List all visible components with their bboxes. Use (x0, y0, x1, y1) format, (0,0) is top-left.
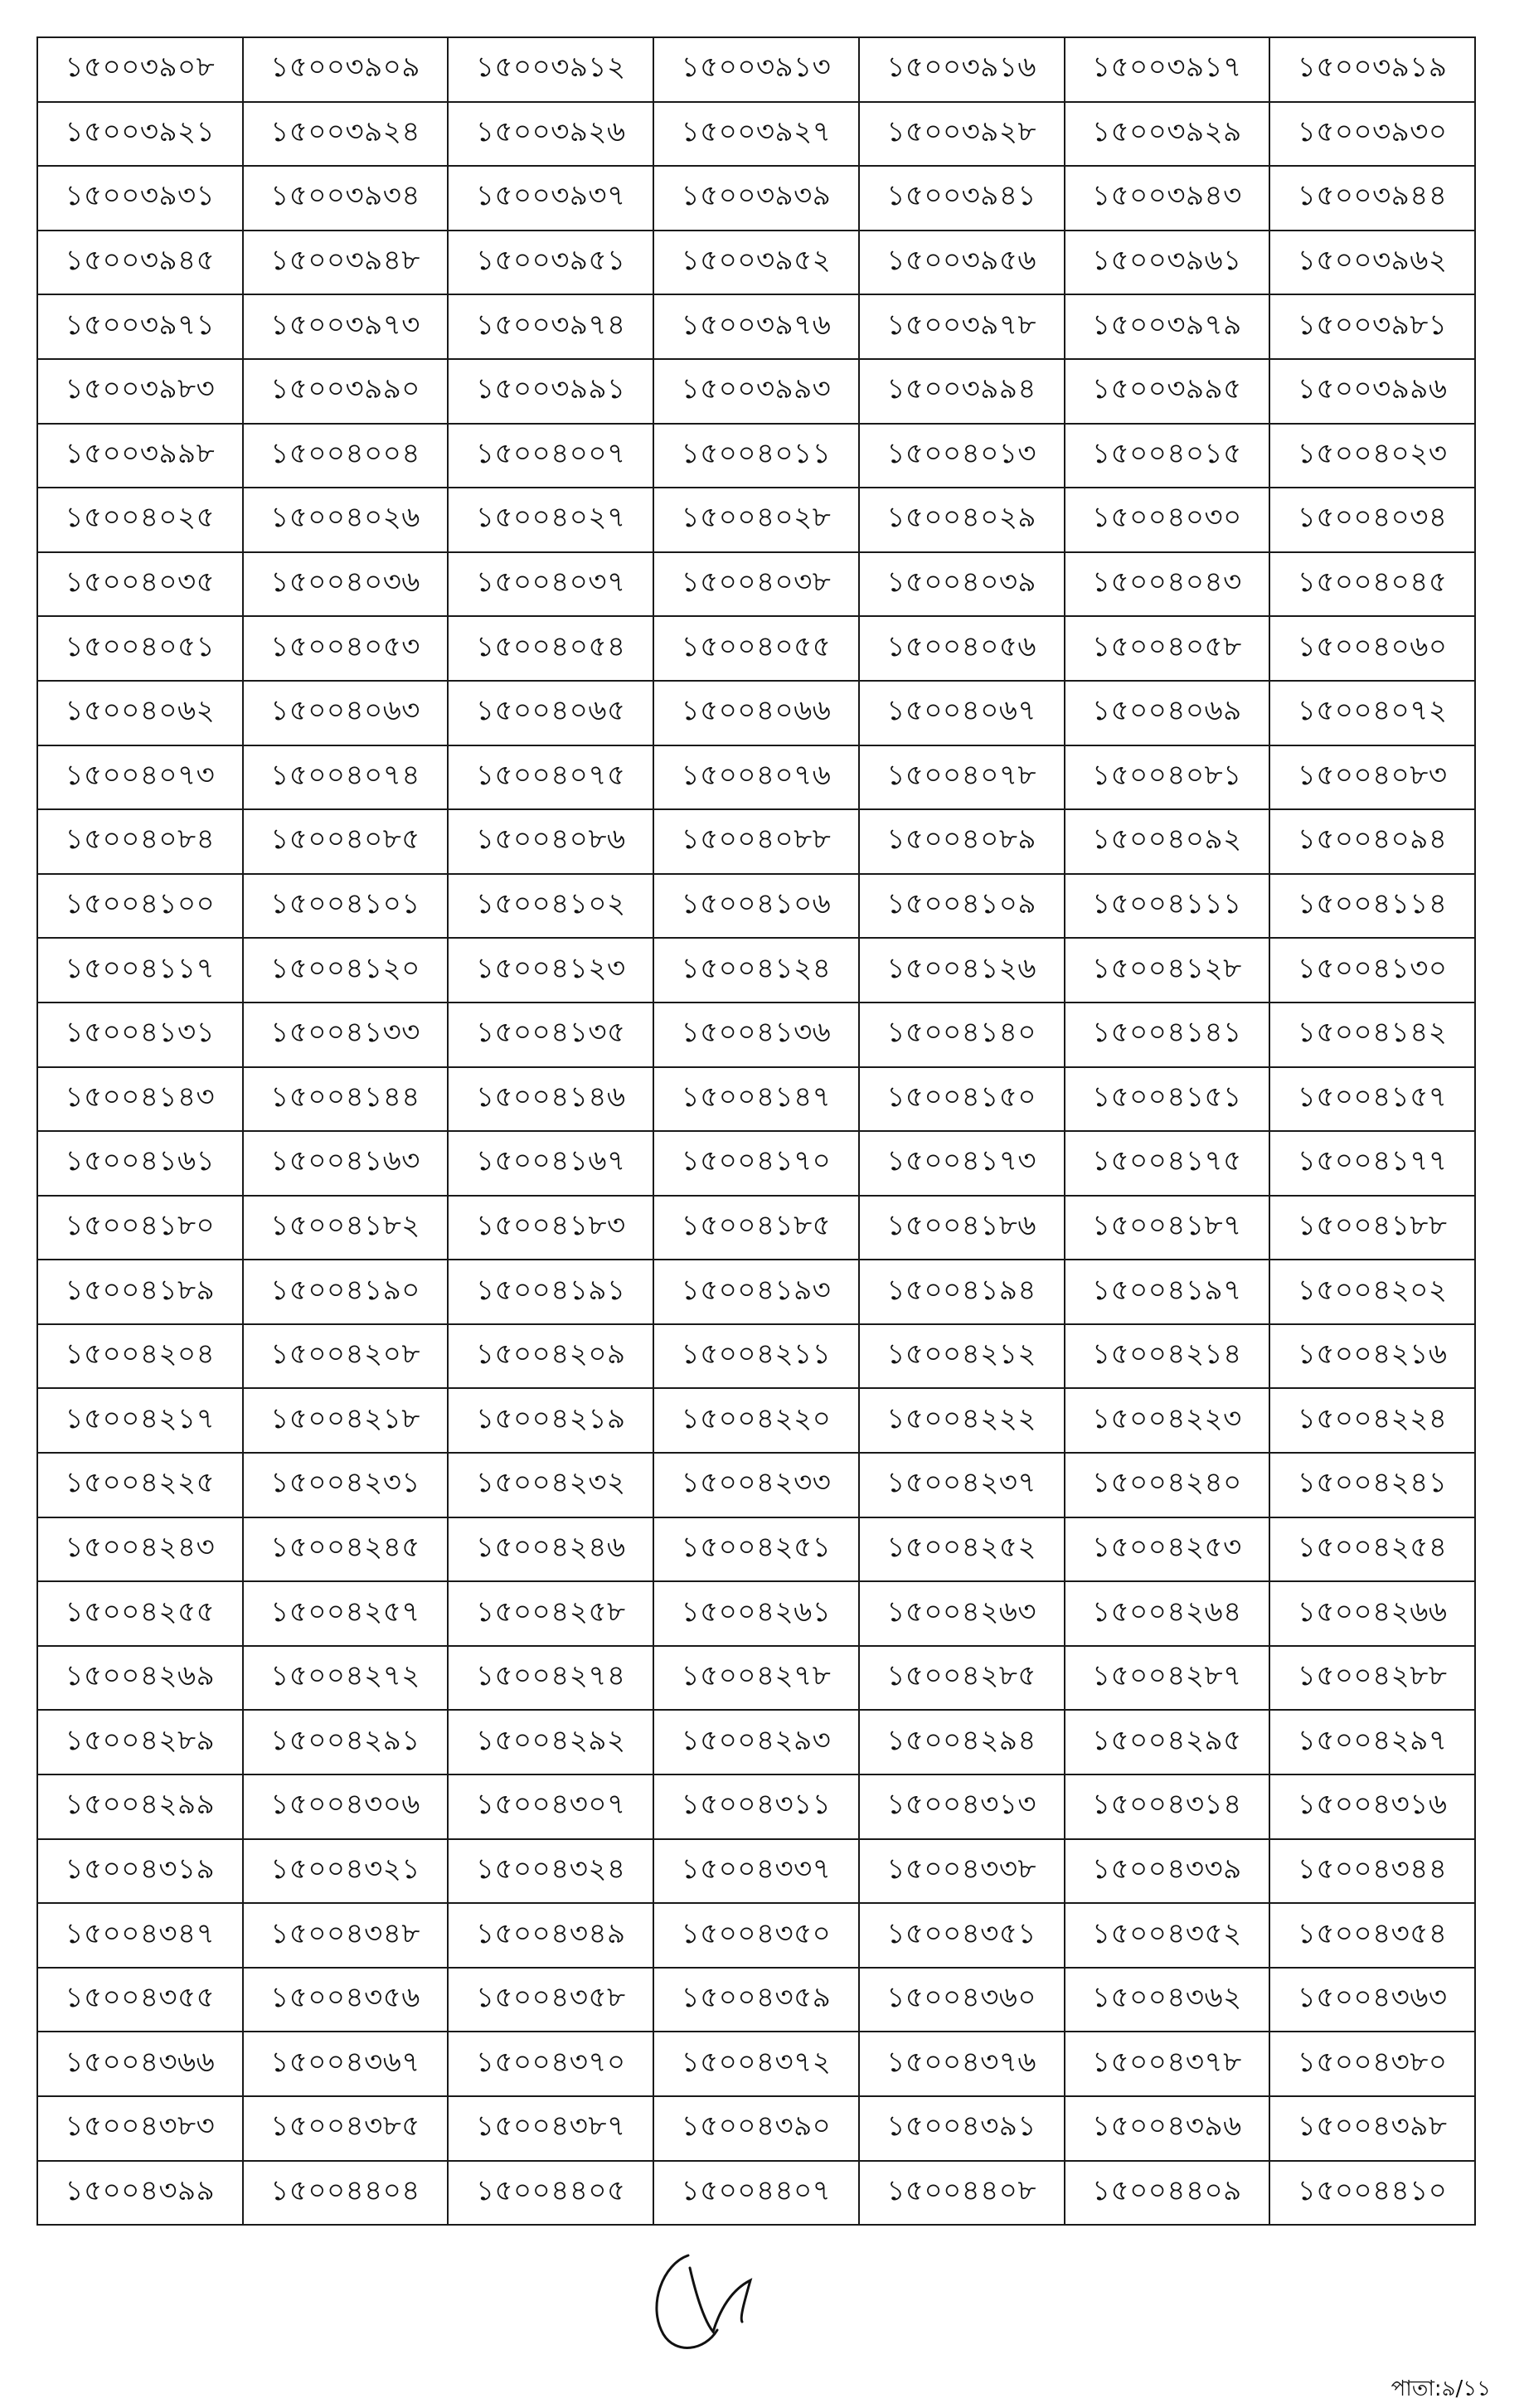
roll-number-cell: ১৫০০৪৩৫০ (653, 1903, 859, 1968)
roll-number-cell: ১৫০০৪১২৪ (653, 938, 859, 1003)
roll-number-cell: ১৫০০৪১২৮ (1065, 938, 1270, 1003)
table-row (37, 1003, 1475, 1067)
roll-number-cell: ১৫০০৩৯৬২ (1269, 231, 1475, 295)
roll-number-cell: ১৫০০৪৩৩৭ (653, 1839, 859, 1904)
roll-number-cell: ১৫০০৪৩৬২ (1065, 1968, 1270, 2032)
roll-number-cell: ১৫০০৩৯৯০ (243, 359, 449, 424)
table-row (37, 1324, 1475, 1389)
roll-number-cell: ১৫০০৪১৪৪ (243, 1067, 449, 1132)
roll-number-cell: ১৫০০৪৩১১ (653, 1774, 859, 1839)
roll-number-cell: ১৫০০৩৯১৭ (1065, 37, 1270, 102)
roll-number-cell: ১৫০০৪৩৯০ (653, 2096, 859, 2161)
roll-number-cell: ১৫০০৪০৭৪ (243, 745, 449, 810)
roll-number-cell: ১৫০০৪৩৫৯ (653, 1968, 859, 2032)
roll-number-cell: ১৫০০৪০৪৩ (1065, 552, 1270, 617)
roll-number-cell: ১৫০০৪২২৩ (1065, 1388, 1270, 1453)
roll-number-cell: ১৫০০৪২৭৪ (448, 1646, 653, 1711)
roll-number-cell: ১৫০০৪২৯৭ (1269, 1710, 1475, 1774)
roll-number-cell: ১৫০০৪৩৬৩ (1269, 1968, 1475, 2032)
roll-number-cell: ১৫০০৪২০৮ (243, 1324, 449, 1389)
roll-number-cell: ১৫০০৪৩৯৬ (1065, 2096, 1270, 2161)
roll-number-cell: ১৫০০৪১২৬ (859, 938, 1065, 1003)
roll-number-cell: ১৫০০৪০২৬ (243, 488, 449, 552)
roll-number-cell: ১৫০০৩৯৯৪ (859, 359, 1065, 424)
roll-number-cell: ১৫০০৩৯৭৪ (448, 294, 653, 359)
roll-number-table (36, 36, 1476, 2226)
roll-number-cell: ১৫০০৪২৬৩ (859, 1581, 1065, 1646)
roll-number-cell: ১৫০০৪৩৮০ (1269, 2032, 1475, 2096)
roll-number-cell: ১৫০০৩৯৮১ (1269, 294, 1475, 359)
table-row (37, 616, 1475, 681)
roll-number-cell: ১৫০০৪৩১৯ (37, 1839, 243, 1904)
roll-number-cell: ১৫০০৪০৬৩ (243, 681, 449, 745)
roll-number-cell: ১৫০০৪০৬০ (1269, 616, 1475, 681)
roll-number-cell: ১৫০০৪০৩৪ (1269, 488, 1475, 552)
table-row (37, 938, 1475, 1003)
roll-number-cell: ১৫০০৪২১১ (653, 1324, 859, 1389)
roll-number-cell: ১৫০০৪২৯৪ (859, 1710, 1065, 1774)
signature-mark (638, 2239, 779, 2363)
roll-number-cell: ১৫০০৪০২৩ (1269, 424, 1475, 488)
roll-number-cell: ১৫০০৩৯২৮ (859, 102, 1065, 167)
roll-number-cell: ১৫০০৪২৮৫ (859, 1646, 1065, 1711)
roll-number-cell: ১৫০০৪২৫৩ (1065, 1517, 1270, 1582)
table-row (37, 424, 1475, 488)
roll-number-cell: ১৫০০৪১৪১ (1065, 1003, 1270, 1067)
roll-number-cell: ১৫০০৪৩৬৭ (243, 2032, 449, 2096)
roll-number-cell: ১৫০০৪০১৫ (1065, 424, 1270, 488)
roll-number-cell: ১৫০০৪০৪৫ (1269, 552, 1475, 617)
table-row (37, 488, 1475, 552)
roll-number-cell: ১৫০০৪২১৬ (1269, 1324, 1475, 1389)
roll-number-cell: ১৫০০৪২৯৯ (37, 1774, 243, 1839)
roll-number-cell: ১৫০০৪১৮৩ (448, 1196, 653, 1260)
roll-number-cell: ১৫০০৪১৪৬ (448, 1067, 653, 1132)
roll-number-cell: ১৫০০৪২১৭ (37, 1388, 243, 1453)
roll-number-cell: ১৫০০৪২৮৮ (1269, 1646, 1475, 1711)
roll-number-cell: ১৫০০৪২৬১ (653, 1581, 859, 1646)
roll-number-cell: ১৫০০৪৩০৬ (243, 1774, 449, 1839)
roll-number-cell: ১৫০০৩৯৬১ (1065, 231, 1270, 295)
roll-number-cell: ১৫০০৪০৫৫ (653, 616, 859, 681)
roll-number-cell: ১৫০০৪১৭৫ (1065, 1131, 1270, 1196)
roll-number-cell: ১৫০০৪৪০৯ (1065, 2161, 1270, 2226)
roll-number-cell: ১৫০০৩৯৯১ (448, 359, 653, 424)
roll-number-cell: ১৫০০৩৯০৯ (243, 37, 449, 102)
roll-number-cell: ১৫০০৪২৪৬ (448, 1517, 653, 1582)
roll-number-cell: ১৫০০৩৯১৯ (1269, 37, 1475, 102)
roll-number-cell: ১৫০০৩৯১৬ (859, 37, 1065, 102)
roll-number-cell: ১৫০০৪২৯৩ (653, 1710, 859, 1774)
roll-number-cell: ১৫০০৪১৯৪ (859, 1260, 1065, 1324)
roll-number-cell: ১৫০০৩৯২১ (37, 102, 243, 167)
roll-number-cell: ১৫০০৪২৪১ (1269, 1453, 1475, 1517)
roll-number-cell: ১৫০০৪২৪০ (1065, 1453, 1270, 1517)
table-row (37, 552, 1475, 617)
roll-number-cell: ১৫০০৪১৬১ (37, 1131, 243, 1196)
table-row (37, 1903, 1475, 1968)
roll-number-cell: ১৫০০৪১০৯ (859, 874, 1065, 939)
roll-number-cell: ১৫০০৩৯৪৩ (1065, 166, 1270, 231)
roll-number-cell: ১৫০০৪১৩০ (1269, 938, 1475, 1003)
roll-number-cell: ১৫০০৩৯৭৩ (243, 294, 449, 359)
roll-number-cell: ১৫০০৪১৬৩ (243, 1131, 449, 1196)
roll-number-cell: ১৫০০৪০২৯ (859, 488, 1065, 552)
roll-number-cell: ১৫০০৪০৬৬ (653, 681, 859, 745)
table-row (37, 745, 1475, 810)
table-row (37, 166, 1475, 231)
roll-number-cell: ১৫০০৪৩৮৩ (37, 2096, 243, 2161)
roll-number-cell: ১৫০০৩৯৮৩ (37, 359, 243, 424)
roll-number-cell: ১৫০০৩৯১২ (448, 37, 653, 102)
roll-number-cell: ১৫০০৪১৪৭ (653, 1067, 859, 1132)
table-row (37, 1581, 1475, 1646)
table-row (37, 1646, 1475, 1711)
roll-number-cell: ১৫০০৪০৩৫ (37, 552, 243, 617)
roll-number-cell: ১৫০০৩৯৪১ (859, 166, 1065, 231)
roll-number-cell: ১৫০০৪১৯৩ (653, 1260, 859, 1324)
table-row (37, 1968, 1475, 2032)
roll-number-cell: ১৫০০৩৯৫৬ (859, 231, 1065, 295)
roll-number-cell: ১৫০০৪২৫৮ (448, 1581, 653, 1646)
roll-number-cell: ১৫০০৪১২০ (243, 938, 449, 1003)
roll-number-cell: ১৫০০৩৯৭৯ (1065, 294, 1270, 359)
table-row (37, 1774, 1475, 1839)
roll-number-cell: ১৫০০৪১৭৩ (859, 1131, 1065, 1196)
roll-number-cell: ১৫০০৪১৭০ (653, 1131, 859, 1196)
roll-number-cell: ১৫০০৩৯১৩ (653, 37, 859, 102)
roll-number-cell: ১৫০০৪১০০ (37, 874, 243, 939)
table-row (37, 809, 1475, 874)
roll-number-cell: ১৫০০৪০৭৮ (859, 745, 1065, 810)
roll-number-cell: ১৫০০৪০৬৫ (448, 681, 653, 745)
roll-number-cell: ১৫০০৪১৮৯ (37, 1260, 243, 1324)
table-row (37, 1067, 1475, 1132)
roll-number-cell: ১৫০০৪৩৫৪ (1269, 1903, 1475, 1968)
roll-number-cell: ১৫০০৪৩১৬ (1269, 1774, 1475, 1839)
roll-number-cell: ১৫০০৪১৮৭ (1065, 1196, 1270, 1260)
roll-number-cell: ১৫০০৪৩৯১ (859, 2096, 1065, 2161)
roll-number-cell: ১৫০০৪২১২ (859, 1324, 1065, 1389)
roll-number-cell: ১৫০০৪০৬৯ (1065, 681, 1270, 745)
roll-number-cell: ১৫০০৪০৯২ (1065, 809, 1270, 874)
table-row (37, 1131, 1475, 1196)
roll-number-cell: ১৫০০৪০১৩ (859, 424, 1065, 488)
roll-number-cell: ১৫০০৪০৩৯ (859, 552, 1065, 617)
table-row (37, 1388, 1475, 1453)
table-row (37, 231, 1475, 295)
roll-number-cell: ১৫০০৩৯৪৫ (37, 231, 243, 295)
roll-number-cell: ১৫০০৪০৮১ (1065, 745, 1270, 810)
roll-number-cell: ১৫০০৪০৫৩ (243, 616, 449, 681)
roll-number-cell: ১৫০০৪০৫৬ (859, 616, 1065, 681)
roll-number-cell: ১৫০০৪১৪২ (1269, 1003, 1475, 1067)
roll-number-cell: ১৫০০৪০৫১ (37, 616, 243, 681)
roll-number-cell: ১৫০০৪৪১০ (1269, 2161, 1475, 2226)
roll-number-cell: ১৫০০৪০৫৮ (1065, 616, 1270, 681)
roll-number-cell: ১৫০০৪১৪৩ (37, 1067, 243, 1132)
roll-number-cell: ১৫০০৪০৭৫ (448, 745, 653, 810)
roll-number-cell: ১৫০০৪৩৪৮ (243, 1903, 449, 1968)
roll-number-cell: ১৫০০৪৩৪৭ (37, 1903, 243, 1968)
roll-number-cell: ১৫০০৪০৭২ (1269, 681, 1475, 745)
roll-number-cell: ১৫০০৪০৭৩ (37, 745, 243, 810)
roll-number-cell: ১৫০০৪১৮৬ (859, 1196, 1065, 1260)
roll-number-cell: ১৫০০৪০০৪ (243, 424, 449, 488)
roll-number-cell: ১৫০০৪৩০৭ (448, 1774, 653, 1839)
roll-number-cell: ১৫০০৪১৯০ (243, 1260, 449, 1324)
roll-number-cell: ১৫০০৪২৩৩ (653, 1453, 859, 1517)
roll-number-cell: ১৫০০৪২৮৯ (37, 1710, 243, 1774)
roll-number-cell: ১৫০০৪০৮৪ (37, 809, 243, 874)
roll-number-cell: ১৫০০৪২১৯ (448, 1388, 653, 1453)
roll-number-cell: ১৫০০৪১৪০ (859, 1003, 1065, 1067)
roll-number-cell: ১৫০০৪২৭৮ (653, 1646, 859, 1711)
roll-number-cell: ১৫০০৪০২৮ (653, 488, 859, 552)
roll-number-cell: ১৫০০৪১০১ (243, 874, 449, 939)
roll-number-cell: ১৫০০৪০৮৮ (653, 809, 859, 874)
roll-number-cell: ১৫০০৪৪০৮ (859, 2161, 1065, 2226)
roll-number-cell: ১৫০০৩৯৩০ (1269, 102, 1475, 167)
roll-number-cell: ১৫০০৪৪০৪ (243, 2161, 449, 2226)
roll-number-cell: ১৫০০৪২৪৫ (243, 1517, 449, 1582)
roll-number-cell: ১৫০০৪৩৫১ (859, 1903, 1065, 1968)
roll-number-cell: ১৫০০৪২১৮ (243, 1388, 449, 1453)
roll-number-cell: ১৫০০৩৯৯৮ (37, 424, 243, 488)
roll-number-cell: ১৫০০৪৩৯৯ (37, 2161, 243, 2226)
roll-number-cell: ১৫০০৪৩৯৮ (1269, 2096, 1475, 2161)
roll-number-cell: ১৫০০৪০৩৬ (243, 552, 449, 617)
roll-number-cell: ১৫০০৪১৮২ (243, 1196, 449, 1260)
page-number: পাতা:৯/১১ (1391, 2376, 1491, 2401)
roll-number-cell: ১৫০০৪১১৪ (1269, 874, 1475, 939)
roll-number-cell: ১৫০০৪০২৫ (37, 488, 243, 552)
roll-number-cell: ১৫০০৩৯৯৬ (1269, 359, 1475, 424)
roll-number-cell: ১৫০০৩৯২৭ (653, 102, 859, 167)
roll-number-cell: ১৫০০৪৩৭৬ (859, 2032, 1065, 2096)
roll-number-cell: ১৫০০৪২৬৪ (1065, 1581, 1270, 1646)
roll-number-cell: ১৫০০৪৩৮৫ (243, 2096, 449, 2161)
roll-number-cell: ১৫০০৪৩৫৮ (448, 1968, 653, 2032)
roll-number-cell: ১৫০০৪২৫২ (859, 1517, 1065, 1582)
roll-number-cell: ১৫০০৪২৩৭ (859, 1453, 1065, 1517)
roll-number-cell: ১৫০০৪১১৭ (37, 938, 243, 1003)
table-row (37, 102, 1475, 167)
roll-number-cell: ১৫০০৪০৩৭ (448, 552, 653, 617)
roll-number-cell: ১৫০০৪৩২১ (243, 1839, 449, 1904)
roll-number-cell: ১৫০০৪৩৮৭ (448, 2096, 653, 2161)
table-row (37, 2096, 1475, 2161)
table-row (37, 874, 1475, 939)
roll-number-cell: ১৫০০৪১০২ (448, 874, 653, 939)
table-row (37, 2032, 1475, 2096)
roll-number-cell: ১৫০০৩৯৫২ (653, 231, 859, 295)
roll-number-cell: ১৫০০৩৯৯৩ (653, 359, 859, 424)
roll-number-cell: ১৫০০৪৩২৪ (448, 1839, 653, 1904)
roll-number-cell: ১৫০০৩৯২৯ (1065, 102, 1270, 167)
roll-number-cell: ১৫০০৩৯৩১ (37, 166, 243, 231)
roll-number-cell: ১৫০০৪৩৫৬ (243, 1968, 449, 2032)
roll-number-cell: ১৫০০৪১৯১ (448, 1260, 653, 1324)
table-row (37, 1710, 1475, 1774)
roll-number-cell: ১৫০০৪০৮৯ (859, 809, 1065, 874)
roll-number-cell: ১৫০০৪২৩১ (243, 1453, 449, 1517)
roll-number-cell: ১৫০০৪৩৬০ (859, 1968, 1065, 2032)
roll-number-cell: ১৫০০৪১১১ (1065, 874, 1270, 939)
roll-number-cell: ১৫০০৪১৬৭ (448, 1131, 653, 1196)
roll-number-cell: ১৫০০৪১৭৭ (1269, 1131, 1475, 1196)
roll-number-cell: ১৫০০৩৯২৪ (243, 102, 449, 167)
table-row (37, 294, 1475, 359)
roll-number-cell: ১৫০০৪৩৭২ (653, 2032, 859, 2096)
roll-number-cell: ১৫০০৪২২৪ (1269, 1388, 1475, 1453)
roll-number-cell: ১৫০০৪২৩২ (448, 1453, 653, 1517)
roll-number-cell: ১৫০০৪২০২ (1269, 1260, 1475, 1324)
roll-number-cell: ১৫০০৪১৯৭ (1065, 1260, 1270, 1324)
roll-number-cell: ১৫০০৪৩৪৯ (448, 1903, 653, 1968)
roll-number-cell: ১৫০০৪৩৩৮ (859, 1839, 1065, 1904)
table-row (37, 1260, 1475, 1324)
roll-number-cell: ১৫০০৪২৯৫ (1065, 1710, 1270, 1774)
roll-number-cell: ১৫০০৪৩১৪ (1065, 1774, 1270, 1839)
roll-number-cell: ১৫০০৪৪০৫ (448, 2161, 653, 2226)
roll-number-cell: ১৫০০৪২৫৪ (1269, 1517, 1475, 1582)
roll-number-cell: ১৫০০৪১২৩ (448, 938, 653, 1003)
roll-number-cell: ১৫০০৪০৩০ (1065, 488, 1270, 552)
roll-number-cell: ১৫০০৪০৬২ (37, 681, 243, 745)
table-row (37, 1517, 1475, 1582)
roll-number-cell: ১৫০০৪০৭৬ (653, 745, 859, 810)
roll-number-cell: ১৫০০৪৩৩৯ (1065, 1839, 1270, 1904)
roll-number-cell: ১৫০০৪৩৭৮ (1065, 2032, 1270, 2096)
roll-number-cell: ১৫০০৪১৩১ (37, 1003, 243, 1067)
roll-number-cell: ১৫০০৩৯৫১ (448, 231, 653, 295)
table-row (37, 37, 1475, 102)
roll-number-cell: ১৫০০৪০৮৬ (448, 809, 653, 874)
roll-number-cell: ১৫০০৪১৮০ (37, 1196, 243, 1260)
roll-number-cell: ১৫০০৩৯৩৪ (243, 166, 449, 231)
roll-number-cell: ১৫০০৩৯৩৯ (653, 166, 859, 231)
roll-number-cell: ১৫০০৩৯৭৮ (859, 294, 1065, 359)
roll-number-cell: ১৫০০৪২০৪ (37, 1324, 243, 1389)
roll-number-cell: ১৫০০৪১০৬ (653, 874, 859, 939)
roll-number-cell: ১৫০০৩৯৪৮ (243, 231, 449, 295)
roll-number-cell: ১৫০০৪২৯১ (243, 1710, 449, 1774)
roll-number-cell: ১৫০০৩৯৩৭ (448, 166, 653, 231)
roll-number-cell: ১৫০০৪১৮৫ (653, 1196, 859, 1260)
roll-number-table-body (37, 37, 1475, 2225)
roll-number-cell: ১৫০০৪০৬৭ (859, 681, 1065, 745)
roll-number-cell: ১৫০০৪৩৬৬ (37, 2032, 243, 2096)
table-row (37, 2161, 1475, 2226)
roll-number-cell: ১৫০০৩৯২৬ (448, 102, 653, 167)
roll-number-cell: ১৫০০৪০৯৪ (1269, 809, 1475, 874)
roll-number-cell: ১৫০০৪১৩৫ (448, 1003, 653, 1067)
table-row (37, 681, 1475, 745)
roll-number-cell: ১৫০০৪২২২ (859, 1388, 1065, 1453)
table-row (37, 1196, 1475, 1260)
roll-number-cell: ১৫০০৪২৫১ (653, 1517, 859, 1582)
roll-number-cell: ১৫০০৪৩১৩ (859, 1774, 1065, 1839)
roll-number-cell: ১৫০০৪২৫৫ (37, 1581, 243, 1646)
roll-number-cell: ১৫০০৪১৫১ (1065, 1067, 1270, 1132)
roll-number-cell: ১৫০০৩৯৭৬ (653, 294, 859, 359)
roll-number-cell: ১৫০০৪২১৪ (1065, 1324, 1270, 1389)
table-row (37, 359, 1475, 424)
roll-number-cell: ১৫০০৪১৩৩ (243, 1003, 449, 1067)
roll-number-cell: ১৫০০৪২৮৭ (1065, 1646, 1270, 1711)
roll-number-cell: ১৫০০৪০০৭ (448, 424, 653, 488)
roll-number-cell: ১৫০০৪২৪৩ (37, 1517, 243, 1582)
roll-number-cell: ১৫০০৪০৮৩ (1269, 745, 1475, 810)
roll-number-cell: ১৫০০৪৪০৭ (653, 2161, 859, 2226)
roll-number-cell: ১৫০০৪১৫৭ (1269, 1067, 1475, 1132)
roll-number-cell: ১৫০০৪২৯২ (448, 1710, 653, 1774)
roll-number-cell: ১৫০০৪২৭২ (243, 1646, 449, 1711)
roll-number-cell: ১৫০০৪০২৭ (448, 488, 653, 552)
roll-number-cell: ১৫০০৪০৮৫ (243, 809, 449, 874)
roll-number-cell: ১৫০০৪২৬৬ (1269, 1581, 1475, 1646)
roll-number-cell: ১৫০০৪০৩৮ (653, 552, 859, 617)
roll-number-cell: ১৫০০৪৩৫২ (1065, 1903, 1270, 1968)
roll-number-cell: ১৫০০৩৯৭১ (37, 294, 243, 359)
roll-number-cell: ১৫০০৪২২০ (653, 1388, 859, 1453)
table-row (37, 1839, 1475, 1904)
roll-number-cell: ১৫০০৩৯৪৪ (1269, 166, 1475, 231)
roll-number-cell: ১৫০০৪৩৭০ (448, 2032, 653, 2096)
roll-number-cell: ১৫০০৪০১১ (653, 424, 859, 488)
roll-number-cell: ১৫০০৪৩৪৪ (1269, 1839, 1475, 1904)
roll-number-cell: ১৫০০৪২২৫ (37, 1453, 243, 1517)
table-row (37, 1453, 1475, 1517)
roll-number-cell: ১৫০০৪২৬৯ (37, 1646, 243, 1711)
roll-number-cell: ১৫০০৩৯০৮ (37, 37, 243, 102)
roll-number-cell: ১৫০০৪২০৯ (448, 1324, 653, 1389)
roll-number-cell: ১৫০০৪১৩৬ (653, 1003, 859, 1067)
roll-number-cell: ১৫০০৪২৫৭ (243, 1581, 449, 1646)
roll-number-cell: ১৫০০৩৯৯৫ (1065, 359, 1270, 424)
roll-number-cell: ১৫০০৪০৫৪ (448, 616, 653, 681)
roll-number-cell: ১৫০০৪৩৫৫ (37, 1968, 243, 2032)
roll-number-cell: ১৫০০৪১৮৮ (1269, 1196, 1475, 1260)
roll-number-cell: ১৫০০৪১৫০ (859, 1067, 1065, 1132)
